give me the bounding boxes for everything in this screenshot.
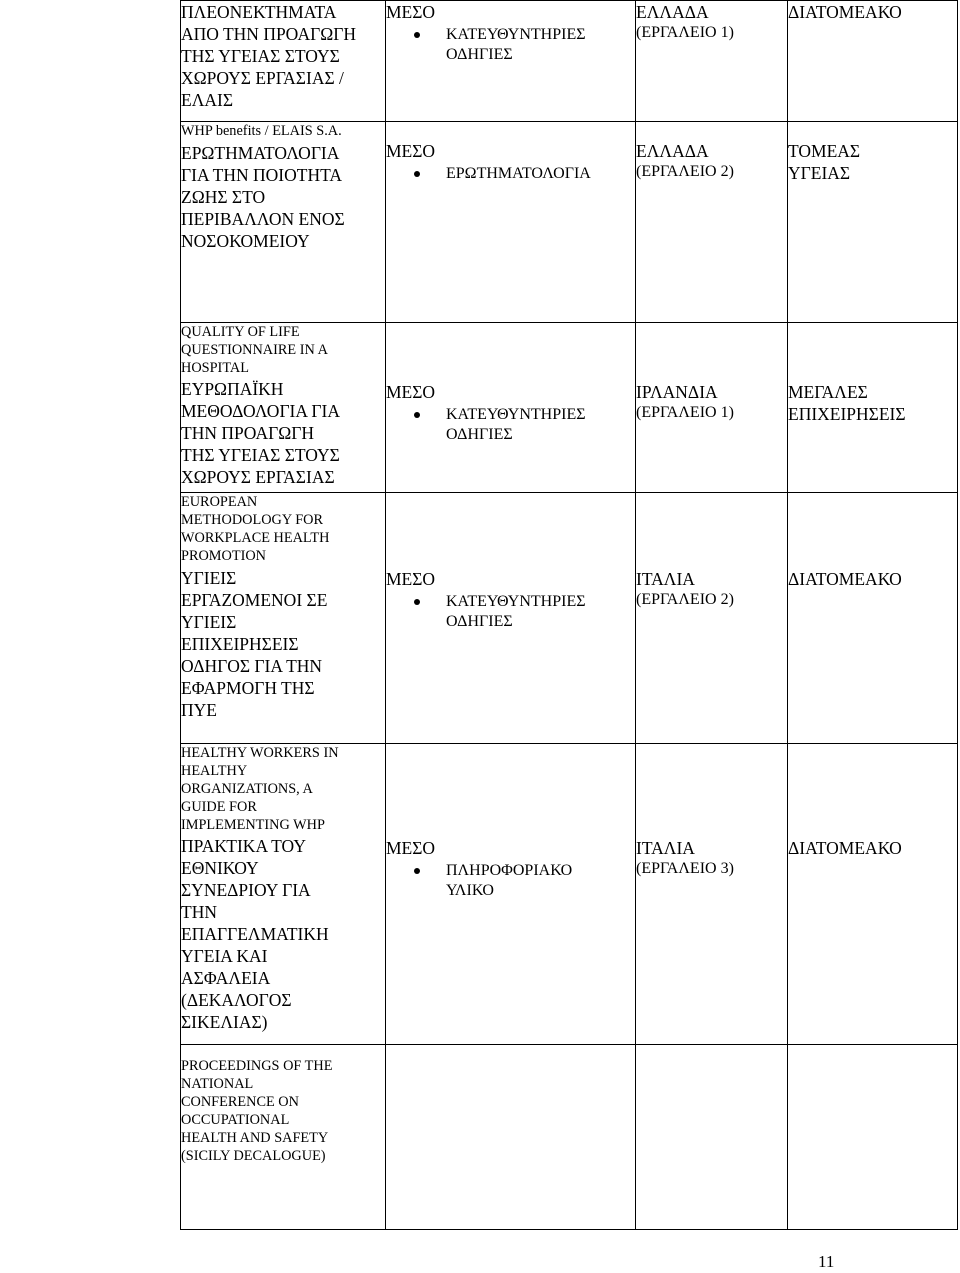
country-cell (636, 1, 788, 122)
empty-cell (636, 1045, 788, 1230)
bullet-icon (414, 32, 420, 38)
country-cell (636, 744, 788, 1045)
sector-label: ΜΕΓΑΛΕΣ ΕΠΙΧΕΙΡΗΣΕΙΣ (788, 382, 906, 424)
kind-label: ΕΡΩΤΗΜΑΤΟΛΟΓΙΑ (446, 165, 591, 182)
title-english-prev: EUROPEAN METHODOLOGY FOR WORKPLACE HEALTH PROMOTION (181, 494, 330, 564)
sector-label: ΔΙΑΤΟΜΕΑΚΟ (788, 2, 902, 22)
title-greek: ΕΥΡΩΠΑΪΚΗ ΜΕΘΟΔΟΛΟΓΙΑ ΓΙΑ ΤΗΝ ΠΡΟΑΓΩΓΗ ΤΗΣ ΥΓΕΙΑΣ ΣΤΟΥΣ ΧΩΡΟΥΣ ΕΡΓΑΣΙΑΣ (181, 379, 341, 487)
bullet-icon (414, 412, 420, 418)
bullet-icon (414, 599, 420, 605)
tool-label: (ΕΡΓΑΛΕΙΟ 3) (636, 860, 734, 877)
sector-cell (788, 323, 958, 493)
kind-list (386, 592, 635, 632)
mode-cell (386, 744, 636, 1045)
title-cell (181, 744, 386, 1045)
kind-label: ΚΑΤΕΥΘΥΝΤΗΡΙΕΣ ΟΔΗΓΙΕΣ (446, 26, 586, 63)
mode-label: ΜΕΣΟ (386, 141, 436, 161)
country-label: ΙΤΑΛΙΑ (636, 838, 695, 858)
table-row (181, 493, 958, 744)
mode-label: ΜΕΣΟ (386, 2, 436, 22)
mode-cell (386, 1, 636, 122)
page-number: 11 (818, 1252, 835, 1271)
table-row (181, 1, 958, 122)
title-english-prev: QUALITY OF LIFE QUESTIONNAIRE IN A HOSPITAL (181, 324, 328, 376)
kind-label: ΚΑΤΕΥΘΥΝΤΗΡΙΕΣ ΟΔΗΓΙΕΣ (446, 593, 586, 630)
list-item (386, 164, 635, 184)
country-cell (636, 122, 788, 323)
sector-label: ΔΙΑΤΟΜΕΑΚΟ (788, 838, 902, 858)
sector-cell (788, 1, 958, 122)
kind-list (386, 861, 635, 901)
title-cell (181, 122, 386, 323)
title-cell (181, 493, 386, 744)
bullet-icon (414, 868, 420, 874)
mode-label: ΜΕΣΟ (386, 569, 436, 589)
table-row (181, 122, 958, 323)
title-english-prev: PROCEEDINGS OF THE NATIONAL CONFERENCE ON OCCUPATIONAL HEALTH AND SAFETY (SICILY DECALOGUE) (181, 1058, 333, 1164)
bullet-icon (414, 171, 420, 177)
kind-list (386, 25, 635, 65)
empty-cell (386, 1045, 636, 1230)
title-english-prev: WHP benefits / ELAIS S.A. (181, 123, 342, 139)
kind-label: ΚΑΤΕΥΘΥΝΤΗΡΙΕΣ ΟΔΗΓΙΕΣ (446, 406, 586, 443)
list-item (386, 405, 635, 445)
tools-table (180, 0, 958, 1230)
list-item (386, 861, 635, 901)
country-label: ΕΛΛΑΔΑ (636, 141, 709, 161)
sector-cell (788, 493, 958, 744)
mode-cell (386, 493, 636, 744)
country-label: ΕΛΛΑΔΑ (636, 2, 709, 22)
sector-cell (788, 744, 958, 1045)
title-cell (181, 1, 386, 122)
tool-label: (ΕΡΓΑΛΕΙΟ 2) (636, 591, 734, 608)
empty-cell (788, 1045, 958, 1230)
tool-label: (ΕΡΓΑΛΕΙΟ 2) (636, 163, 734, 180)
sector-cell (788, 122, 958, 323)
kind-list (386, 405, 635, 445)
mode-label: ΜΕΣΟ (386, 838, 436, 858)
country-label: ΙΤΑΛΙΑ (636, 569, 695, 589)
mode-label: ΜΕΣΟ (386, 382, 436, 402)
tool-label: (ΕΡΓΑΛΕΙΟ 1) (636, 24, 734, 41)
country-cell (636, 493, 788, 744)
title-greek: ΠΛΕΟΝΕΚΤΗΜΑΤΑ ΑΠΟ ΤΗΝ ΠΡΟΑΓΩΓΗ ΤΗΣ ΥΓΕΙΑΣ ΣΤΟΥΣ ΧΩΡΟΥΣ ΕΡΓΑΣΙΑΣ / ΕΛΑΙΣ (181, 2, 356, 110)
title-greek: ΠΡΑΚΤΙΚΑ ΤΟΥ ΕΘΝΙΚΟΥ ΣΥΝΕΔΡΙΟΥ ΓΙΑ ΤΗΝ ΕΠΑΓΓΕΛΜΑΤΙΚΗ ΥΓΕΙΑ ΚΑΙ ΑΣΦΑΛΕΙΑ (ΔΕΚΑΛΟΓΟΣ ΣΙΚΕΛΙΑΣ) (181, 836, 329, 1032)
title-cell (181, 1045, 386, 1230)
title-greek: ΕΡΩΤΗΜΑΤΟΛΟΓΙΑ ΓΙΑ ΤΗΝ ΠΟΙΟΤΗΤΑ ΖΩΗΣ ΣΤΟ ΠΕΡΙΒΑΛΛΟΝ ΕΝΟΣ ΝΟΣΟΚΟΜΕΙΟΥ (181, 143, 345, 251)
sector-label: ΔΙΑΤΟΜΕΑΚΟ (788, 569, 902, 589)
mode-cell (386, 122, 636, 323)
title-greek: ΥΓΙΕΙΣ ΕΡΓΑΖΟΜΕΝΟΙ ΣΕ ΥΓΙΕΙΣ ΕΠΙΧΕΙΡΗΣΕΙΣ ΟΔΗΓΟΣ ΓΙΑ ΤΗΝ ΕΦΑΡΜΟΓΗ ΤΗΣ ΠΥΕ (181, 568, 328, 720)
title-english-prev: HEALTHY WORKERS IN HEALTHY ORGANIZATIONS, A GUIDE FOR IMPLEMENTING WHP (181, 745, 339, 833)
sector-label: ΤΟΜΕΑΣ ΥΓΕΙΑΣ (788, 141, 861, 183)
tool-label: (ΕΡΓΑΛΕΙΟ 1) (636, 404, 734, 421)
country-label: ΙΡΛΑΝΔΙΑ (636, 382, 718, 402)
kind-list (386, 164, 635, 184)
list-item (386, 25, 635, 65)
table-row (181, 1045, 958, 1230)
list-item (386, 592, 635, 632)
kind-label: ΠΛΗΡΟΦΟΡΙΑΚΟ ΥΛΙΚΟ (446, 862, 573, 899)
title-cell (181, 323, 386, 493)
table-row (181, 323, 958, 493)
country-cell (636, 323, 788, 493)
table-row (181, 744, 958, 1045)
mode-cell (386, 323, 636, 493)
